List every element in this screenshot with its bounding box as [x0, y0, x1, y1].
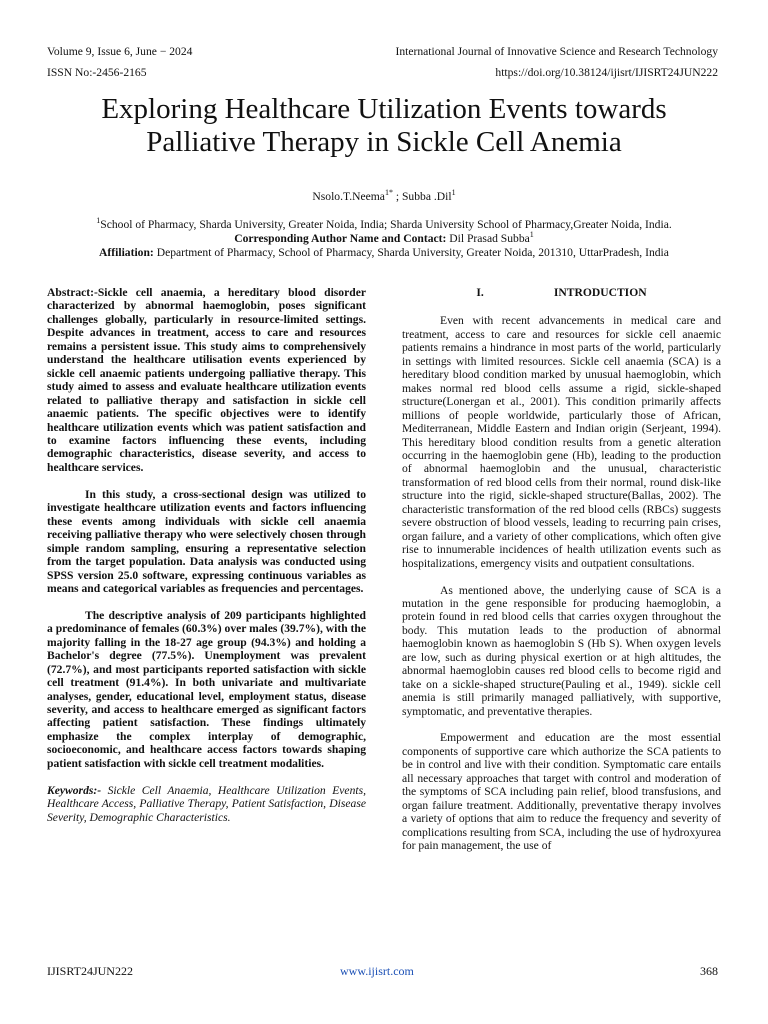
- paper-title: [40, 93, 728, 159]
- corresponding-name: Dil Prasad Subba: [446, 232, 530, 245]
- affiliation-text: Department of Pharmacy, School of Pharmacy, Sharda University, Greater Noida, 201310, UttarPradesh, India: [153, 246, 669, 259]
- page-number: 368: [700, 964, 718, 978]
- corresponding-label: Corresponding Author Name and Contact:: [234, 232, 447, 245]
- school-affiliation: [40, 218, 728, 231]
- intro-paragraph-3: Empowerment and education are the most essential components of supportive care which authorize the SCA patients to be in control and live with their condition. Symptomatic care entails all necessary approaches that target with control and moderation of the symptoms of SCA including pain relief, blood transfusions, and organ failure treatment. Additionally, preventative therapy involves a variety of options that aim to reduce the frequency and severity of complications resulting from SCA, including the use of hydroxyurea for pain management, the use of: [402, 731, 721, 853]
- abstract-paragraph-2: In this study, a cross-sectional design was utilized to investigate healthcare utilization events and factors influencing these events among individuals with sickle cell anaemia receiving palliative therapy who were selectively chosen through simple random sampling, ensuring a representative selection from the target population. Data analysis was conducted using SPSS version 25.0 software, expressing continuous variables as means and categorical variables as frequencies and percentages.: [47, 487, 366, 595]
- keywords-text: Sickle Cell Anaemia, Healthcare Utilization Events, Healthcare Access, Palliative Therapy, Patient Satisfaction, Disease Severity, Demographic Characteristics.: [47, 783, 366, 824]
- section-heading: [402, 286, 721, 299]
- section-title: INTRODUCTION: [553, 286, 647, 299]
- abstract-paragraph-1: Abstract:-Sickle cell anaemia, a hereditary blood disorder characterized by abnormal haemoglobin, poses significant challenges globally, particularly in resource-limited settings. Despite advances in treatment, access to care and resources remains a persistent issue. This study aims to comprehensively understand the healthcare utilisation events experienced by sickle cell anaemic patients undergoing palliative therapy. This study aimed to assess and evaluate healthcare utilization events related to palliative therapy and satisfaction in sickle cell anaemic patients. The specific objectives were to identify healthcare utilization events which was patient satisfaction and to examine factors influencing these events, including demographic characteristics, disease severity, and access to healthcare services.: [47, 286, 366, 474]
- school-text: School of Pharmacy, Sharda University, Greater Noida, India; Sharda University School of Pharmacy,Greater Noida, India.: [100, 218, 672, 231]
- author-2: Subba .Dil: [401, 190, 452, 203]
- footer-site-link[interactable]: www.ijisrt.com: [340, 964, 414, 978]
- corresponding-sup: 1: [529, 230, 534, 240]
- school-sup: 1: [96, 216, 101, 226]
- corresponding-author: [40, 232, 728, 245]
- author-line: [40, 190, 728, 203]
- department-affiliation: [40, 246, 728, 259]
- intro-paragraph-1: Even with recent advancements in medical care and treatment, access to care and resources for sickle cell anaemic patients remains a hindrance in most parts of the world, particularly in settings with limited resources. Sickle cell anaemia (SCA) is a hereditary blood condition marked by unusual haemoglobin, which makes normal red blood cells assume a rigid, sickle-shaped structure(Lonergan et al., 2001). This condition primarily affects millions of people worldwide, particularly those of African, Mediterranean, Middle Eastern and Indian origin (Serjeant, 1994). This hereditary blood condition results from a genetic alteration occurring in the haemoglobin gene (Hb), leading to the production of abnormal haemoglobin and the unusual, characteristic transformation of red blood cells from their normal, round disk-like structure into the rigid, sickle-shaped structure(Ballas, 2002). The characteristic transformation of the red blood cells (RBCs) suggests severe obstruction of blood vessels, leading to recurring pain crises, organ failure, and a variety of other complications, which often give rise to innumerable incidences of health utilization events such as hospitalizations, emergency visits and outpatient consultations.: [402, 314, 721, 570]
- author-separator: ;: [392, 190, 402, 203]
- keywords-paragraph: [47, 784, 366, 824]
- right-column: [402, 286, 721, 853]
- keywords-label: Keywords:-: [47, 783, 102, 797]
- issn: ISSN No:-2456-2165: [47, 66, 147, 79]
- section-number: I.: [476, 286, 484, 299]
- affiliation-label: Affiliation:: [99, 246, 154, 259]
- author-2-sup: 1: [451, 188, 456, 198]
- title-line-1: Exploring Healthcare Utilization Events towards: [101, 93, 667, 125]
- title-line-2: Palliative Therapy in Sickle Cell Anemia: [146, 126, 622, 158]
- author-1-sup: 1*: [384, 188, 393, 198]
- volume-info: Volume 9, Issue 6, June − 2024: [47, 45, 193, 58]
- journal-name: International Journal of Innovative Science and Research Technology: [395, 45, 718, 58]
- author-1: Nsolo.T.Neema: [312, 190, 385, 203]
- left-column: [47, 286, 366, 838]
- intro-paragraph-2: As mentioned above, the underlying cause of SCA is a mutation in the gene responsible for producing haemoglobin, a protein found in red blood cells that carries oxygen throughout the body. This mutation leads to the production of abnormal haemoglobin known as haemoglobin S (Hb S). When oxygen levels are low, such as during physical exertion or at high altitudes, the abnormal haemoglobin causes red blood cells to become rigid and take on a sickle-shaped structure(Pauling et al., 1949). sickle cell anemia is still primarily managed palliatively, with supportive, symptomatic, and preventative therapies.: [402, 583, 721, 718]
- footer-code: IJISRT24JUN222: [47, 964, 133, 978]
- abstract-paragraph-3: The descriptive analysis of 209 participants highlighted a predominance of females (60.3%) over males (39.7%), with the majority falling in the 18-27 age group (94.3%) and holding a Bachelor's degree (77.5%). Unemployment was prevalent (72.7%), and most participants reported satisfaction with sickle cell treatment (91.4%). In both univariate and multivariate analyses, gender, educational level, employment status, disease severity, and access to healthcare emerged as significant factors affecting patient satisfaction. These findings ultimately emphasize the complex interplay of demographic, socioeconomic, and healthcare access factors towards shaping patient satisfaction with sickle cell treatment modalities.: [47, 608, 366, 770]
- doi-link[interactable]: https://doi.org/10.38124/ijisrt/IJISRT24JUN222: [495, 66, 718, 79]
